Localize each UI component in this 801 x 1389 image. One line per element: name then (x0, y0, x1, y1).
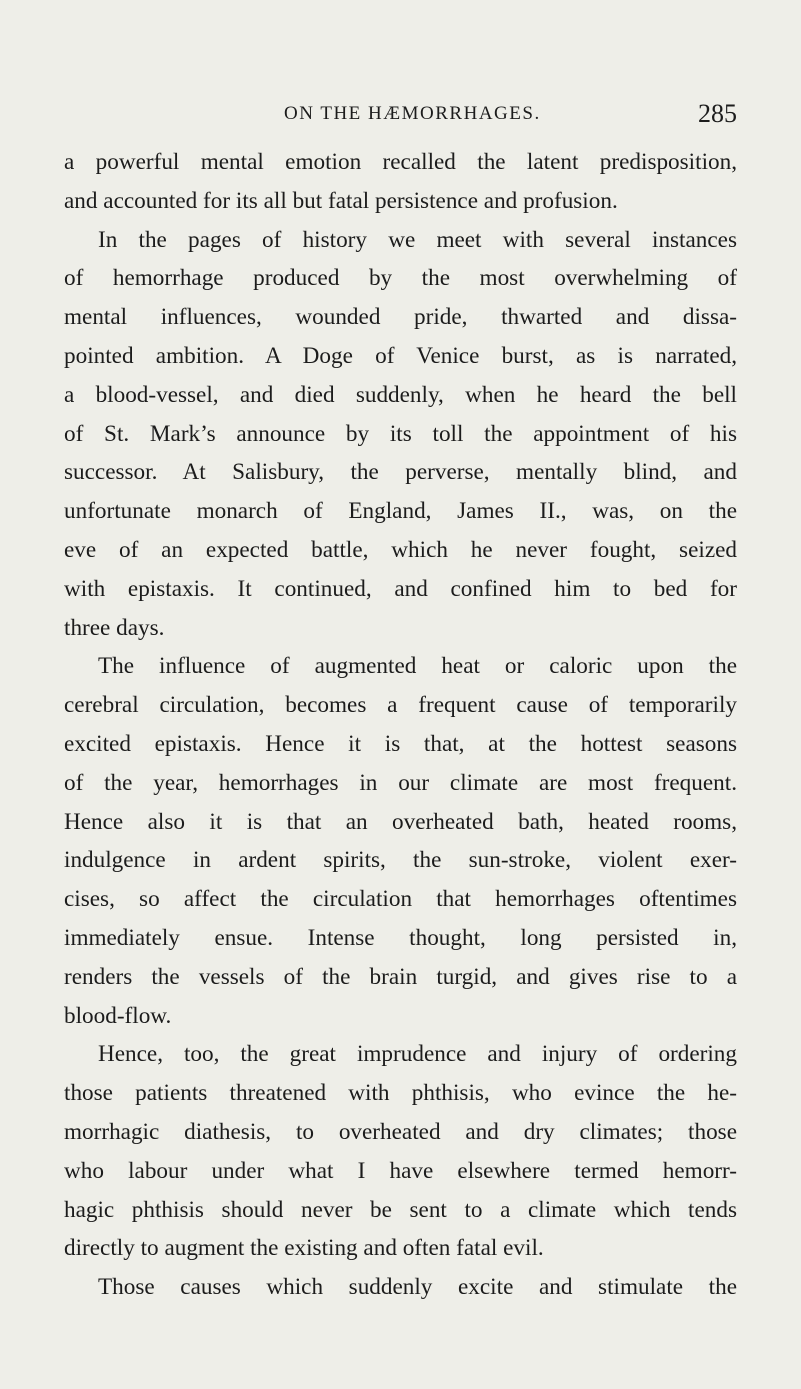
page-number: 285 (698, 99, 737, 128)
text-line: and accounted for its all but fatal persistence and profusion. (64, 187, 618, 214)
text-line: unfortunate monarch of England, James II., was, on the (64, 498, 737, 525)
text-line: a powerful mental emotion recalled the latent predisposition, (64, 149, 737, 175)
text-line: cerebral circulation, becomes a frequent cause of temporarily (64, 692, 737, 719)
text-line: directly to augment the existing and often fatal evil. (64, 1235, 544, 1262)
text-line: blood-flow. (64, 1002, 172, 1029)
text-line: mental influences, wounded pride, thwarted and dissa- (64, 304, 737, 331)
text-line: renders the vessels of the brain turgid, and gives rise to a (64, 963, 737, 990)
text-line: immediately ensue. Intense thought, long persisted in, (64, 924, 737, 951)
text-line: The influence of augmented heat or caloric upon the (98, 653, 737, 680)
text-line: who labour under what I have elsewhere termed hemorr- (64, 1157, 737, 1184)
text-line: indulgence in ardent spirits, the sun-stroke, violent exer- (64, 847, 737, 874)
text-line: with epistaxis. It continued, and confined him to bed for (64, 575, 737, 602)
text-line: a blood-vessel, and died suddenly, when he heard the bell (64, 381, 737, 408)
text-line: Hence, too, the great imprudence and injury of ordering (98, 1041, 737, 1068)
text-line: Those causes which suddenly excite and stimulate the (98, 1274, 737, 1301)
text-line: of the year, hemorrhages in our climate are most frequent. (64, 769, 737, 796)
text-line: of St. Mark’s announce by its toll the appointment of his (64, 420, 737, 447)
text-line: pointed ambition. A Doge of Venice burst, as is narrated, (64, 342, 737, 369)
text-line: hagic phthisis should never be sent to a climate which tends (64, 1196, 737, 1223)
text-line: Hence also it is that an overheated bath, heated rooms, (64, 808, 737, 835)
running-head (0, 99, 801, 133)
text-line: cises, so affect the circulation that hemorrhages oftentimes (64, 886, 737, 913)
running-head-title: ON THE HÆMORRHAGES. (284, 103, 541, 124)
text-line: morrhagic diathesis, to overheated and dry climates; those (64, 1118, 737, 1145)
text-line: eve of an expected battle, which he never fought, seized (64, 536, 737, 563)
text-line: three days. (64, 614, 165, 641)
text-line: of hemorrhage produced by the most overwhelming of (64, 265, 737, 292)
text-line: those patients threatened with phthisis, who evince the he- (64, 1080, 737, 1107)
text-line: excited epistaxis. Hence it is that, at the hottest seasons (64, 730, 737, 757)
body-text (64, 143, 737, 1307)
text-line: In the pages of history we meet with several instances (98, 226, 737, 253)
text-line: successor. At Salisbury, the perverse, mentally blind, and (64, 459, 737, 486)
